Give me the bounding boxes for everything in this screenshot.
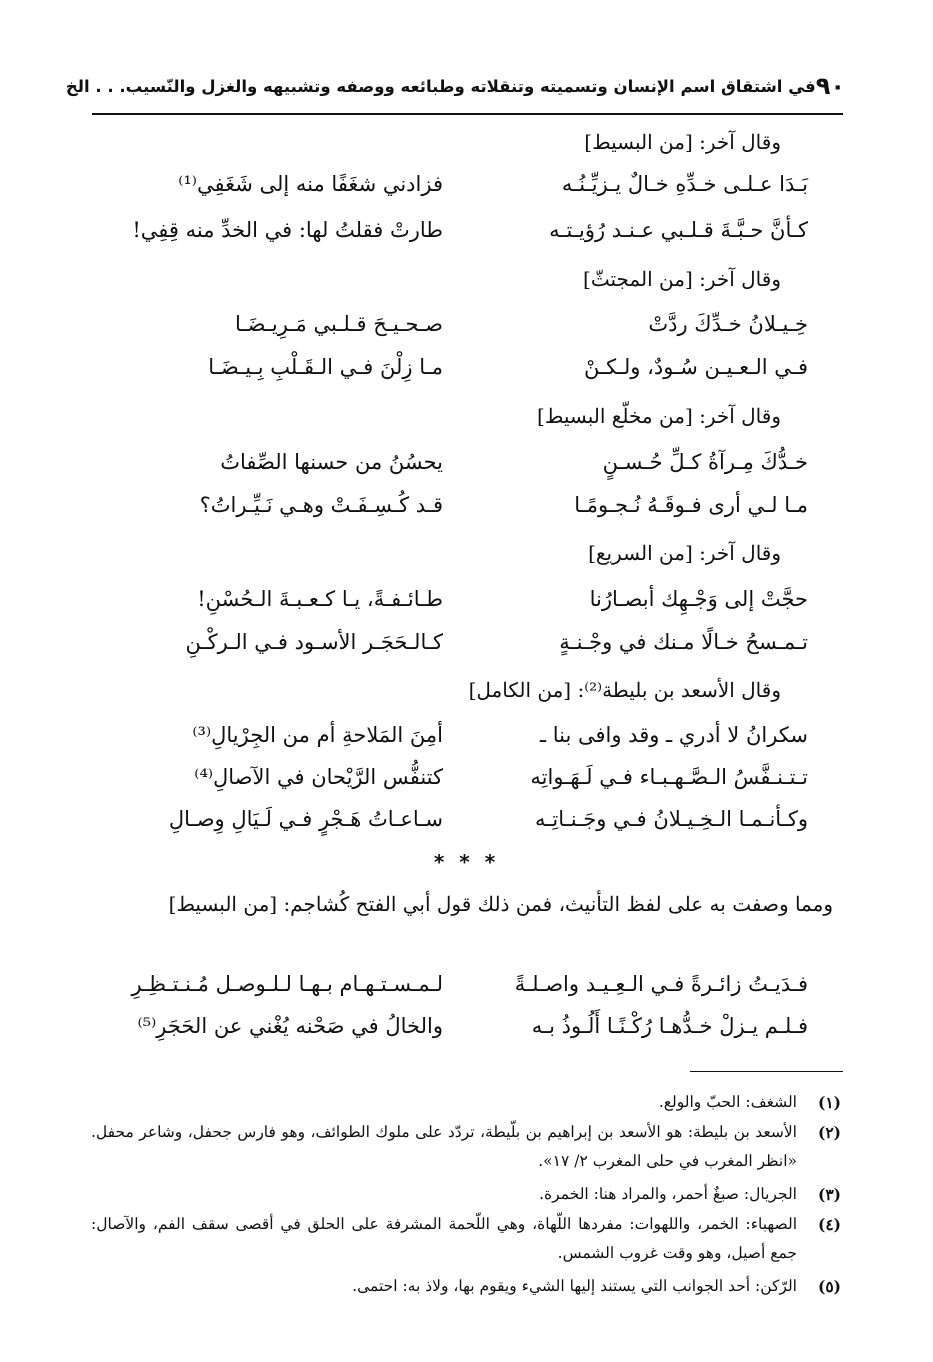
- verse-intro: وقال آخر: [من المجتثّ]: [583, 267, 781, 291]
- running-title: في اشتقاق اسم الإنسان وتسميته وتنقلاته وطبائعه ووصفه وتشبيهه والغزل والنّسيب. . . الخ: [65, 76, 816, 96]
- verse-first-hemistich: خـدُّكَ مِـرآةُ كـلِّ حُـسـنٍ: [602, 450, 808, 474]
- verse-first-hemistich: حجَّتْ إلى وَجْـهِك أبصـارُنا: [589, 587, 808, 611]
- footnote: [91, 1210, 841, 1268]
- footnote-number: (٥): [817, 1277, 841, 1296]
- verse-first-hemistich: خِـيـلانُ خـدِّكَ ردَّتْ: [648, 312, 808, 336]
- footnote-text: الرّكن: أحد الجوانب التي يستند إليها الشيء ويقوم بها، ولاذ به: احتمى.: [352, 1277, 797, 1295]
- page-number: ٩٠: [815, 72, 845, 100]
- verse-first-hemistich: فـدَيـتُ زائـرةً فـي الـعِـيـد واصـلـةً: [514, 972, 808, 996]
- verse-second-hemistich: لـمـسـتـهـام بـهـا لـلـوصـل مُـنـتـظِـرِ: [131, 972, 443, 996]
- verse-intro: وقال الأسعد بن بليطة⁽²⁾: [من الكامل]: [468, 678, 781, 702]
- footnote-number: (١): [817, 1093, 841, 1112]
- header-rule: [92, 113, 843, 115]
- prose-paragraph: ومما وصفت به على لفظ التأنيث، فمن ذلك قول أبي الفتح كُشاجم: [من البسيط]: [168, 892, 833, 916]
- verse-second-hemistich: صـحـيـحَ قـلـبي مَـرِيـضَـا: [235, 312, 443, 336]
- footnote-text: الصهباء: الخمر، واللهوات: مفردها اللّهاة، وهي اللّحمة المشرفة على الحلق في أقصى سقف الفم، والآصال: جمع أصيل، وهو وقت غروب الشمس.: [91, 1215, 797, 1262]
- verse-second-hemistich: مـا زِلْنَ فـي الـقَـلْبِ بِـيـضَـا: [208, 355, 443, 379]
- verse-first-hemistich: تـتـنـفَّسُ الـصَّـهـبـاء فـي لَـهَـواتِه: [530, 765, 808, 789]
- verse-second-hemistich: كـالـحَجَـر الأسـود فـي الـركْـنِ: [185, 630, 443, 654]
- footnote-text: الأسعد بن بليطة: هو الأسعد بن إبراهيم بن بلّيطة، تردّد على ملوك الطوائف، وهو فارس جحفل، وشاعر محفل. «انظر المغرب في حلى المغرب ٢/ ١٧».: [91, 1123, 797, 1170]
- verse-second-hemistich: فزادني شغَفًا منه إلى شَغَفِي⁽¹⁾: [178, 172, 443, 196]
- verse-first-hemistich: سكرانُ لا أدري ـ وقد وافى بنا ـ: [539, 723, 808, 747]
- verse-first-hemistich: فـي الـعـيـن سُـودٌ، ولـكـنْ: [583, 355, 808, 379]
- section-separator: * * *: [433, 850, 500, 874]
- footnote: [91, 1088, 841, 1117]
- footnote-number: (٢): [817, 1123, 841, 1142]
- verse-intro: وقال آخر: [من مخلّع البسيط]: [537, 404, 781, 428]
- footnote: [91, 1118, 841, 1176]
- verse-first-hemistich: بَـدَا عـلـى خـدِّهِ خـالٌ يـزيِّـنُـه: [561, 172, 808, 196]
- verse-second-hemistich: أمِنَ المَلاحةِ أم من الجِرْيالِ⁽³⁾: [192, 723, 443, 747]
- verse-second-hemistich: يحسُنُ من حسنها الصِّفاتُ: [220, 450, 443, 474]
- verse-second-hemistich: طارتْ فقلتُ لها: في الخدِّ منه قِفِي!: [132, 218, 443, 242]
- footnote-text: الجريال: صبغٌ أحمر، والمراد هنا: الخمرة.: [539, 1185, 797, 1203]
- footnote-number: (٣): [817, 1185, 841, 1204]
- verse-second-hemistich: قـد كُـسِـفَـتْ وهـي نَـيِّـراتُ؟: [199, 493, 443, 517]
- verse-second-hemistich: سـاعـاتُ هَـجْرٍ فـي لَـيَالِ وِصـالِ: [168, 807, 443, 831]
- footnote: [91, 1180, 841, 1209]
- verse-second-hemistich: كتنفُّس الرَّيْحان في الآصالِ⁽⁴⁾: [194, 765, 443, 789]
- verse-second-hemistich: طـائـفـةً، يـا كـعـبـةَ الـحُسْنِ!: [197, 587, 443, 611]
- verse-intro: وقال آخر: [من السريع]: [588, 541, 781, 565]
- footnote-rule: [690, 1071, 843, 1072]
- footnote: [91, 1272, 841, 1301]
- running-header: [65, 62, 845, 110]
- footnote-number: (٤): [817, 1215, 841, 1234]
- verse-first-hemistich: وكـأنـمـا الـخِـيـلانُ فـي وجَـنـاتِـه: [534, 807, 808, 831]
- verse-intro: وقال آخر: [من البسيط]: [584, 130, 781, 154]
- footnote-text: الشغف: الحبّ والولع.: [658, 1093, 797, 1111]
- verse-first-hemistich: كـأنَّ حـبَّـةَ قـلـبي عـنـد رُؤيـتـه: [549, 218, 808, 242]
- verse-first-hemistich: مـا لـي أرى فـوقَـهُ نُـجـومًـا: [574, 493, 808, 517]
- verse-second-hemistich: والخالُ في صَحْنه يُغْني عن الحَجَرِ⁽⁵⁾: [137, 1014, 443, 1038]
- verse-first-hemistich: تـمـسحُ خـالًا مـنك في وجْـنـةٍ: [559, 630, 808, 654]
- verse-first-hemistich: فـلـم يـزلْ خـدُّهـا رُكْـنًـا أَلُـوذُ بـه: [531, 1014, 808, 1038]
